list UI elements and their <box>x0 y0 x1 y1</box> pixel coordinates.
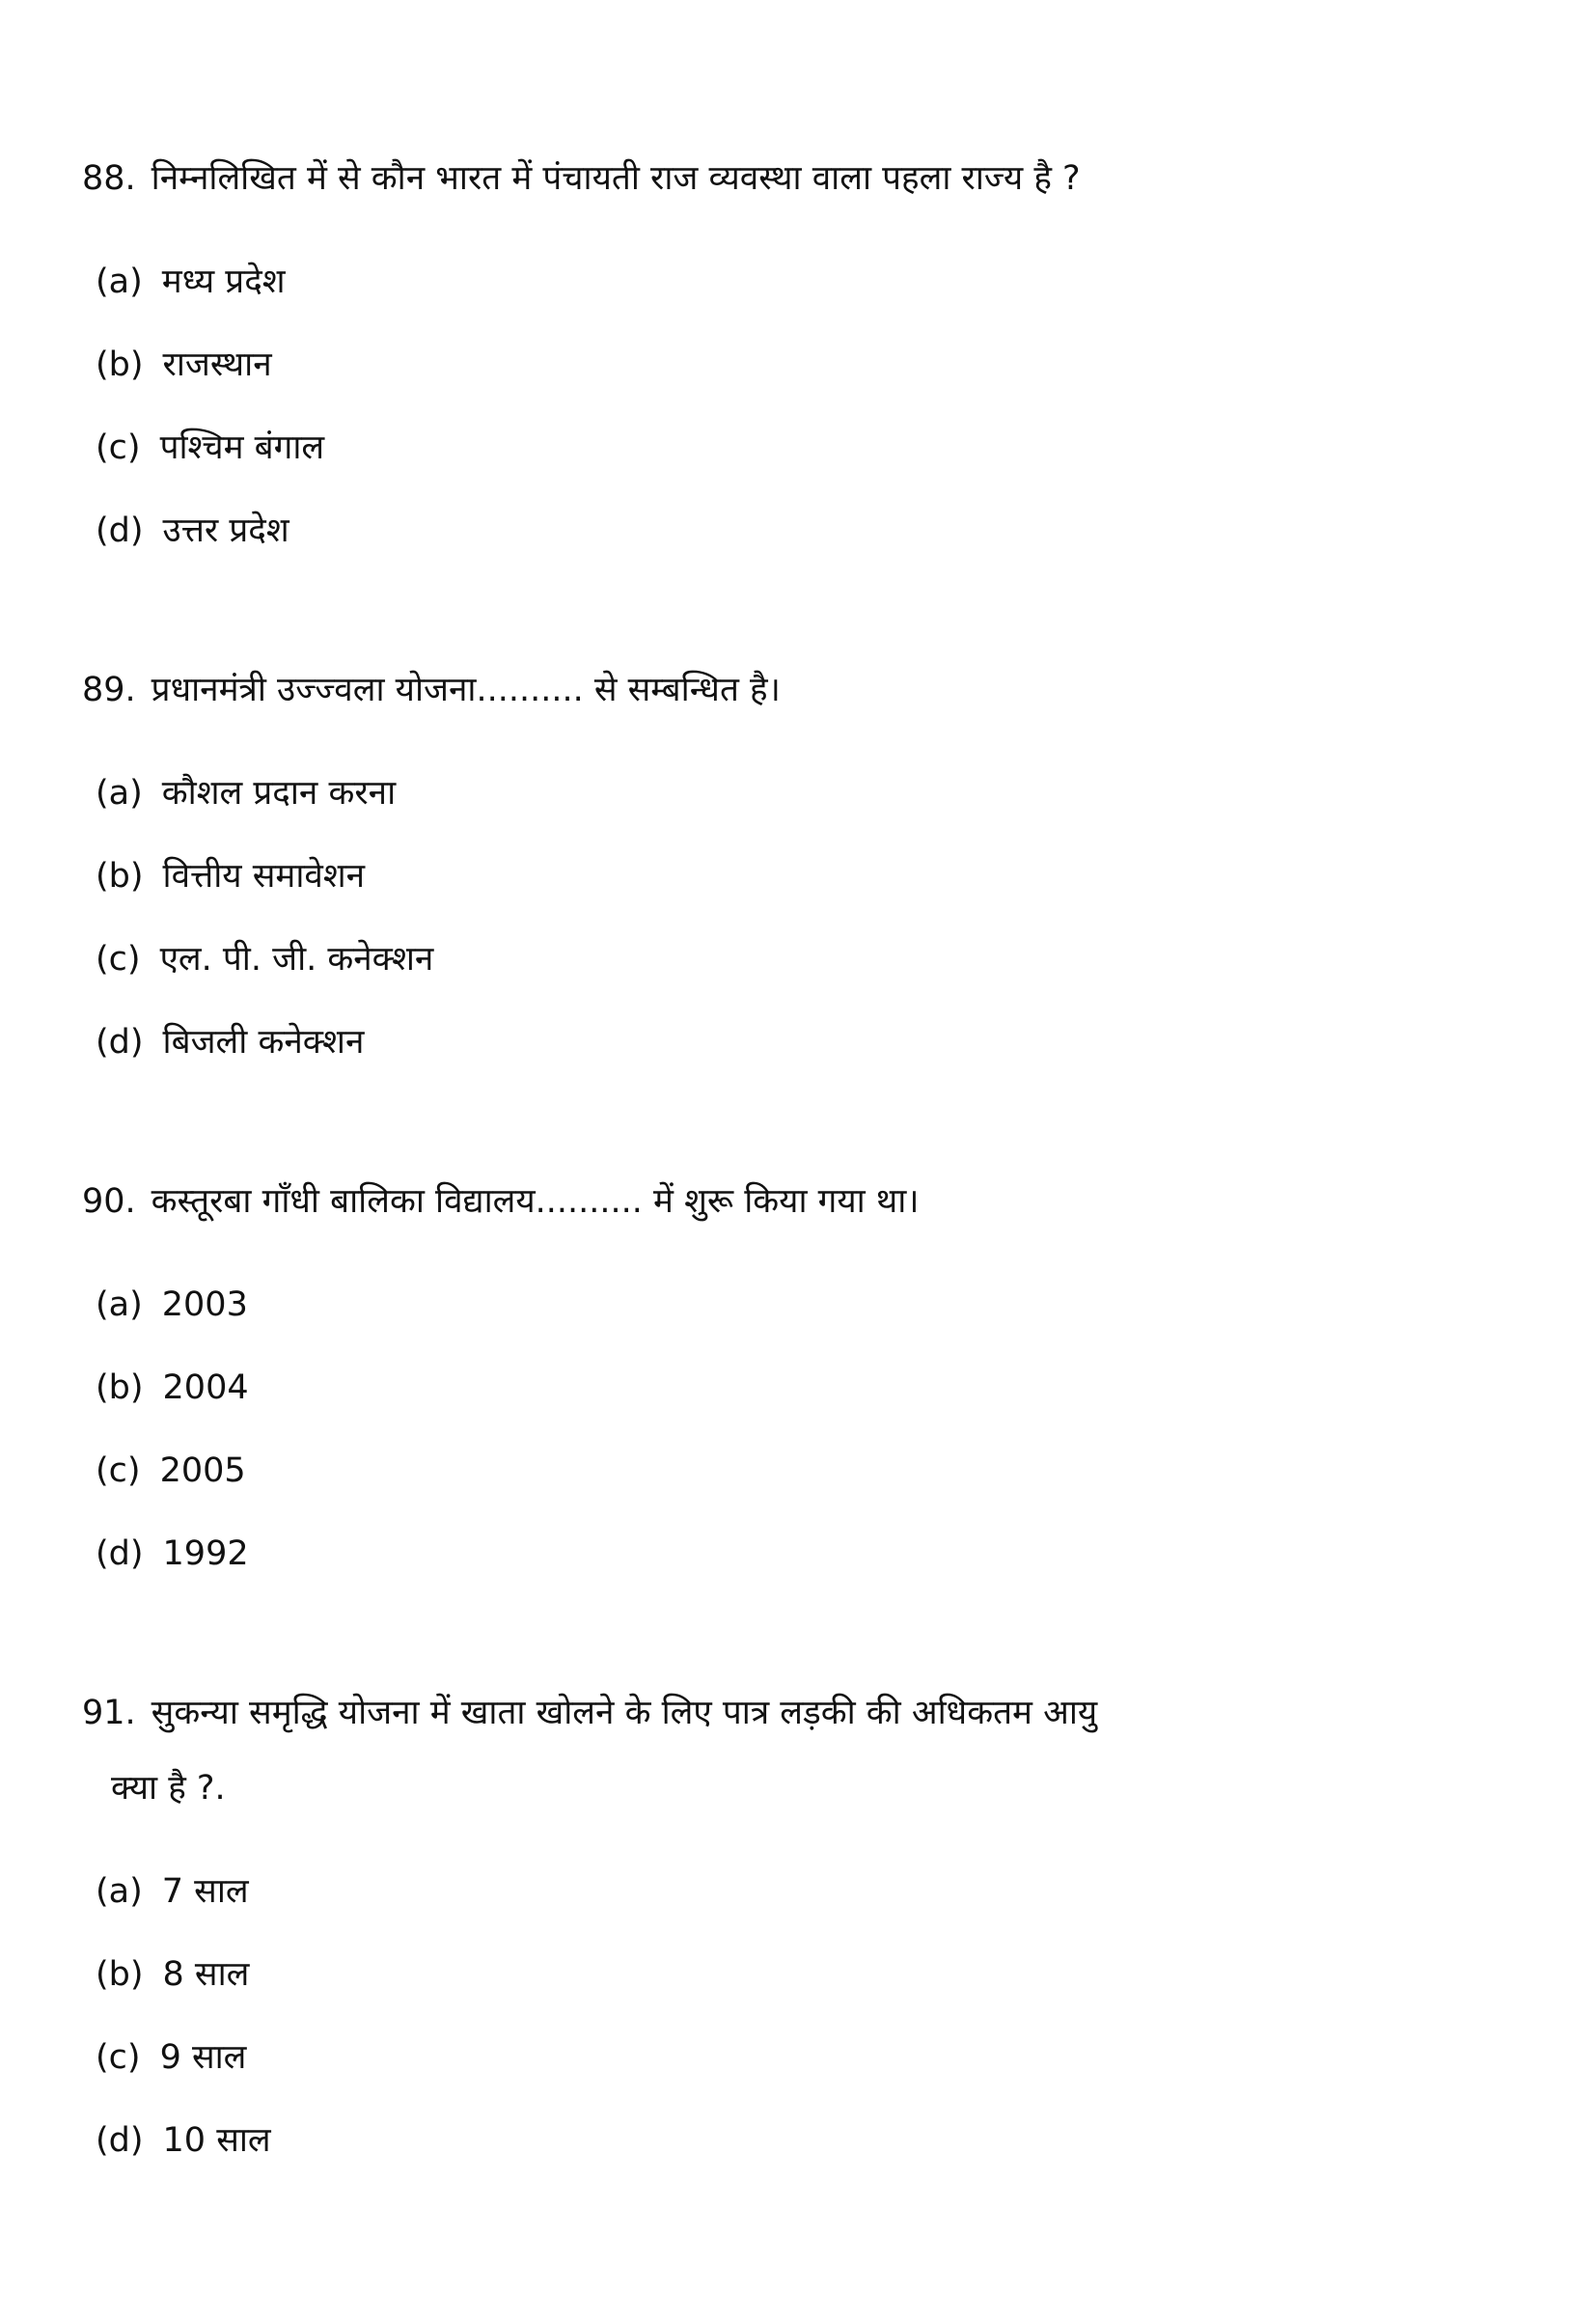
option-label: (d) <box>96 1534 144 1573</box>
option-label: (a) <box>96 262 143 301</box>
question-line <box>82 1675 1521 1751</box>
option-row <box>82 506 1521 556</box>
question-text: निम्नलिखित में से कौन भारत में पंचायती राज व्यवस्था वाला पहला राज्य है ? <box>151 159 1081 198</box>
option-label: (c) <box>96 940 141 979</box>
option-label: (d) <box>96 2121 144 2160</box>
option-label: (d) <box>96 1023 144 1062</box>
option-label: (b) <box>96 1368 144 1407</box>
option-text: 1992 <box>162 1534 249 1573</box>
option-label: (a) <box>96 774 143 813</box>
option-text: वित्तीय समावेशन <box>162 857 366 896</box>
option-text: 9 साल <box>159 2038 247 2077</box>
option-text: 2003 <box>161 1285 248 1324</box>
question-number: 91. <box>82 1694 136 1732</box>
question-text: प्रधानमंत्री उज्ज्वला योजना.......... से सम्बन्धित है। <box>151 671 781 709</box>
option-row <box>82 1446 1521 1496</box>
option-row <box>82 851 1521 901</box>
option-row <box>82 1866 1521 1917</box>
option-text: 2005 <box>159 1451 246 1490</box>
option-row <box>82 2115 1521 2166</box>
option-text: पश्चिम बंगाल <box>159 428 325 467</box>
option-text: 8 साल <box>162 1955 250 1994</box>
option-row <box>82 1017 1521 1067</box>
option-label: (a) <box>96 1285 143 1324</box>
option-row <box>82 1363 1521 1413</box>
option-row <box>82 934 1521 984</box>
option-label: (d) <box>96 511 144 550</box>
question-90 <box>82 1164 1521 1239</box>
option-text: 2004 <box>162 1368 249 1407</box>
question-91 <box>82 1675 1521 1826</box>
question-text: सुकन्या समृद्धि योजना में खाता खोलने के लिए पात्र लड़की की अधिकतम आयु <box>151 1694 1098 1732</box>
option-row <box>82 423 1521 473</box>
option-label: (a) <box>96 1872 143 1911</box>
option-text: 10 साल <box>162 2121 271 2160</box>
question-block-89 <box>82 652 1521 1067</box>
option-row <box>82 1280 1521 1330</box>
option-text: 7 साल <box>161 1872 249 1911</box>
option-row <box>82 340 1521 390</box>
option-text: बिजली कनेक्शन <box>162 1023 365 1062</box>
option-label: (b) <box>96 345 144 384</box>
question-block-90 <box>82 1164 1521 1579</box>
option-text: मध्य प्रदेश <box>161 262 286 301</box>
question-89 <box>82 652 1521 728</box>
question-88 <box>82 141 1521 216</box>
option-label: (b) <box>96 1955 144 1994</box>
question-text-continuation: क्या है ?. <box>111 1769 226 1808</box>
option-row <box>82 2032 1521 2083</box>
option-text: कौशल प्रदान करना <box>161 774 397 813</box>
option-label: (c) <box>96 428 141 467</box>
option-text: एल. पी. जी. कनेक्शन <box>159 940 434 979</box>
question-line <box>82 1164 1521 1239</box>
question-line <box>82 141 1521 216</box>
question-number: 89. <box>82 671 136 709</box>
question-block-91 <box>82 1675 1521 2166</box>
question-block-88 <box>82 141 1521 556</box>
question-text: कस्तूरबा गाँधी बालिका विद्यालय.......... में शुरू किया गया था। <box>151 1182 920 1221</box>
option-text: राजस्थान <box>162 345 272 384</box>
question-line <box>82 652 1521 728</box>
option-row <box>82 1529 1521 1579</box>
question-number: 88. <box>82 159 136 198</box>
option-row <box>82 1949 1521 2000</box>
option-label: (b) <box>96 857 144 896</box>
option-row <box>82 768 1521 818</box>
option-text: उत्तर प्रदेश <box>162 511 289 550</box>
option-label: (c) <box>96 2038 141 2077</box>
option-row <box>82 257 1521 307</box>
question-number: 90. <box>82 1182 136 1221</box>
option-label: (c) <box>96 1451 141 1490</box>
